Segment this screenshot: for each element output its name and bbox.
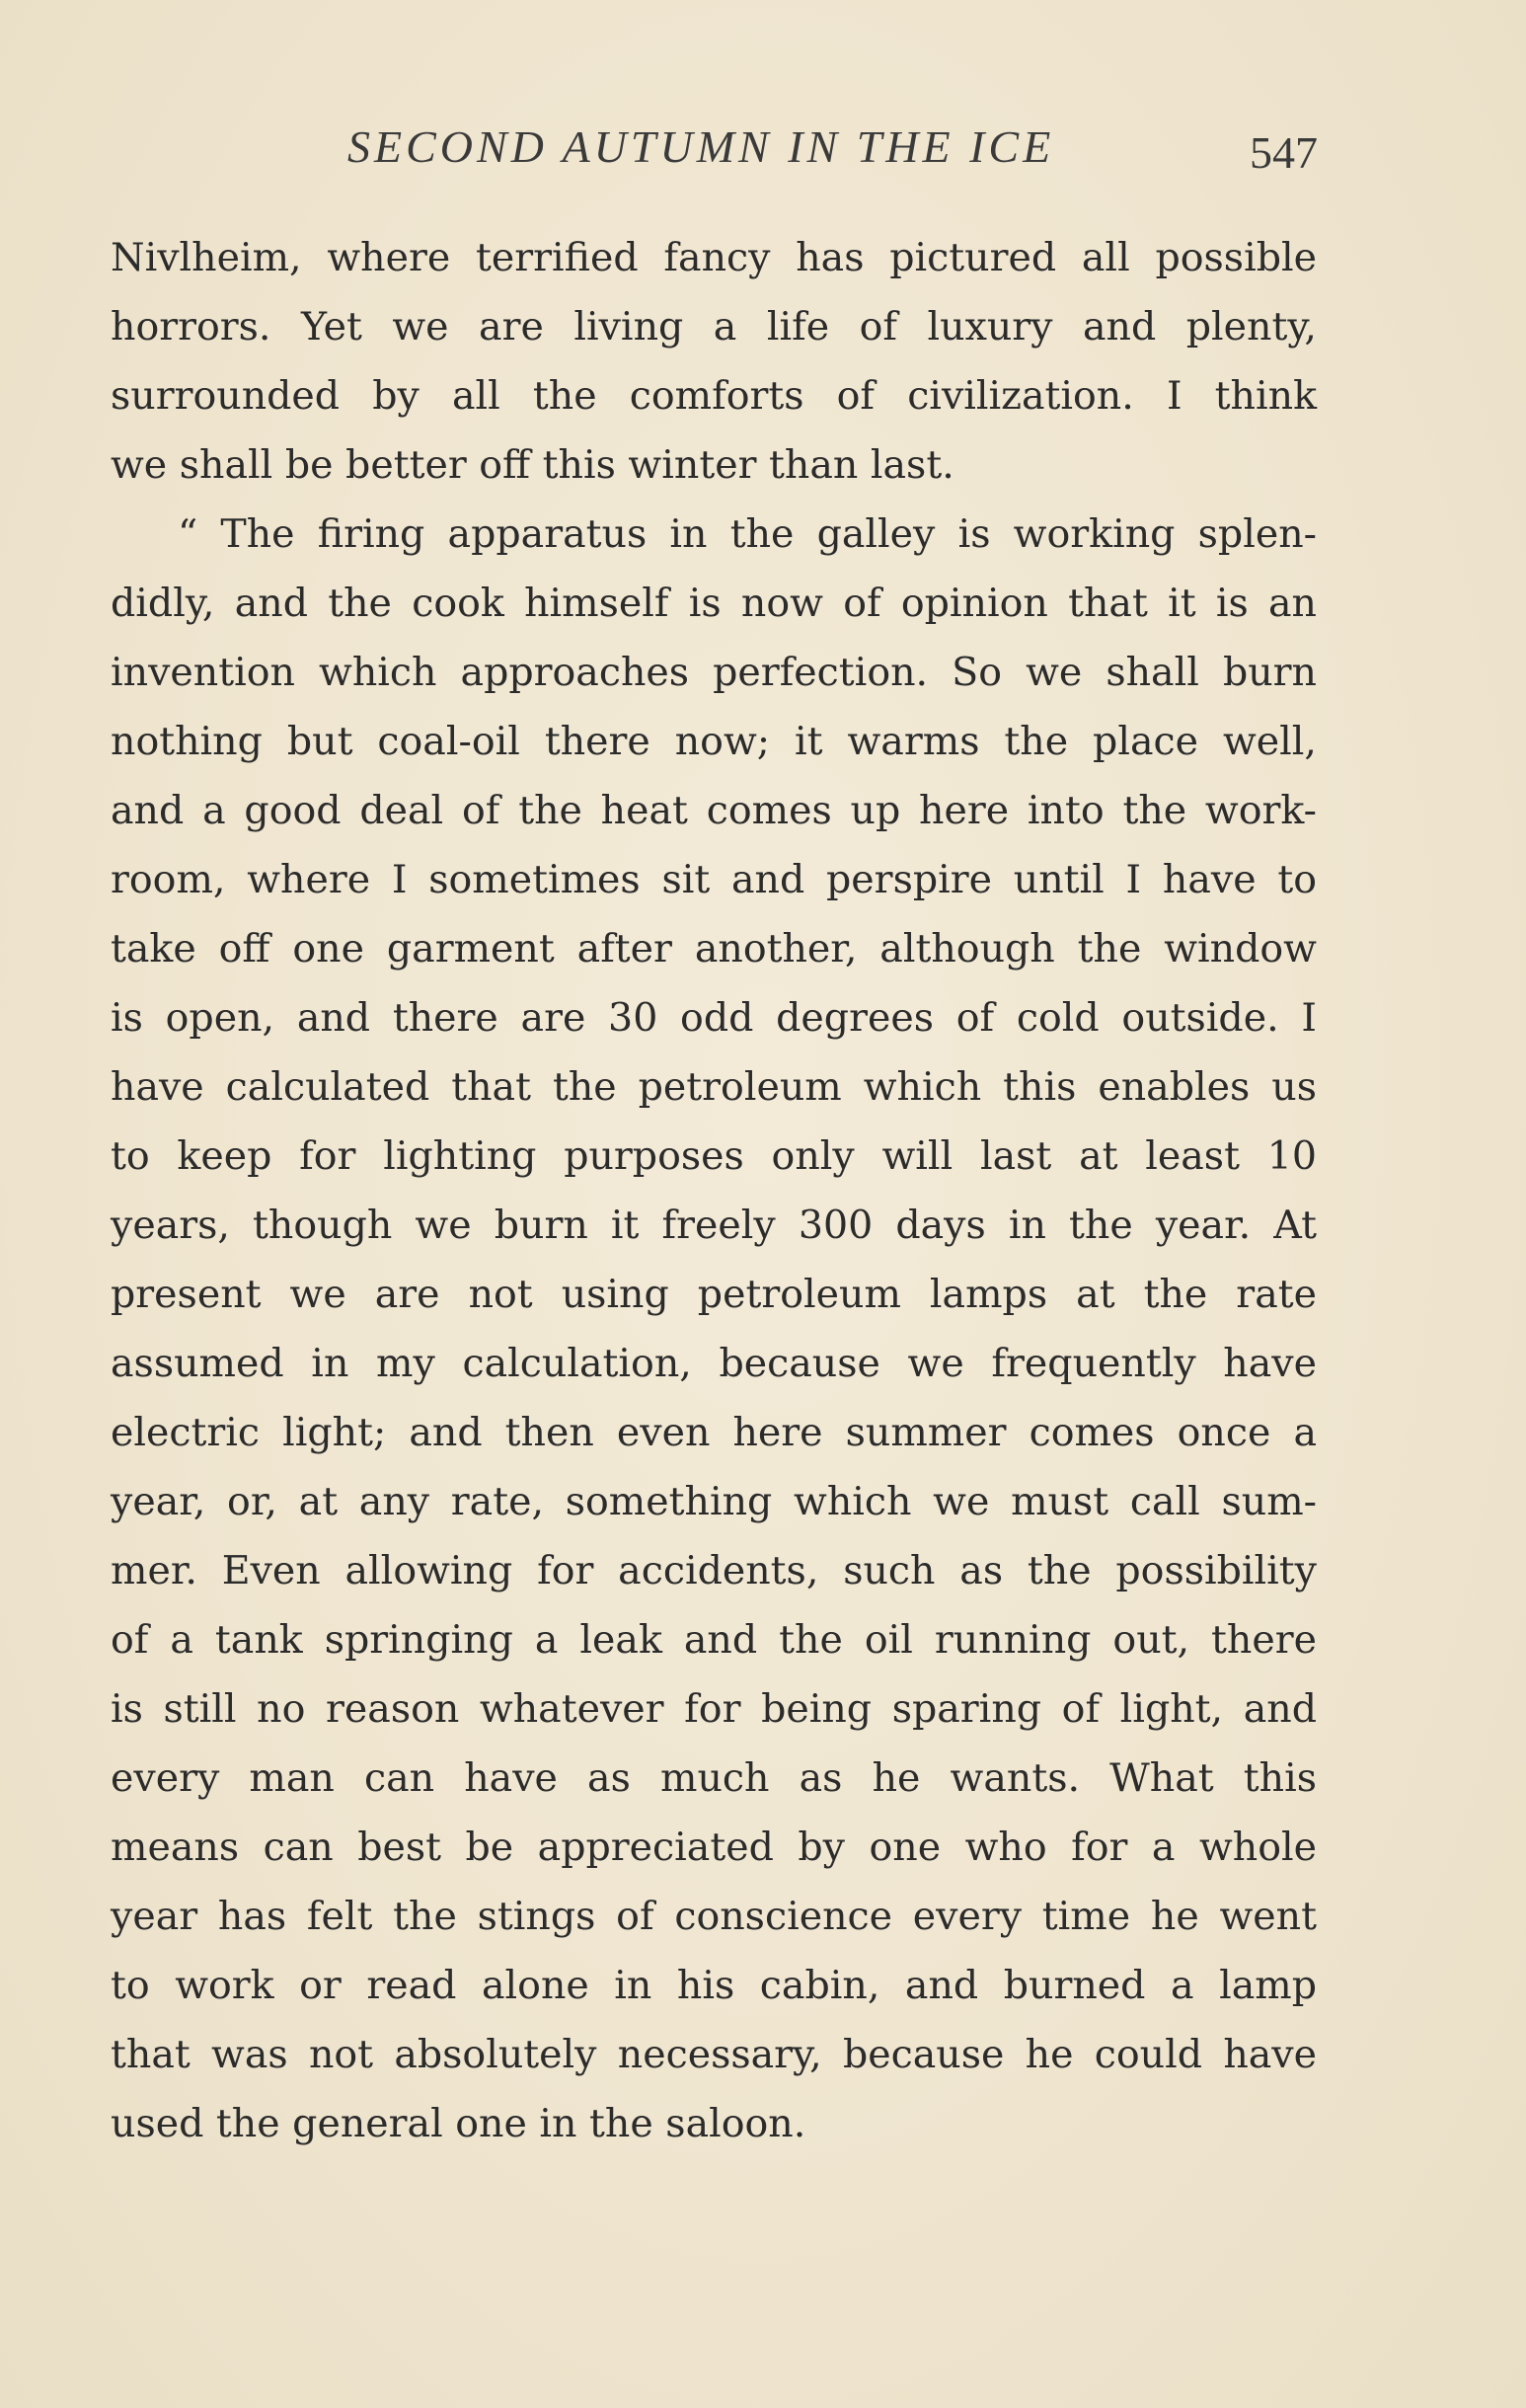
- body-text: [111, 223, 1317, 2158]
- text-line: present we are not using petroleum lamps at the rate: [111, 1272, 1317, 1317]
- page-number: 547: [1250, 127, 1318, 178]
- text-line: mer. Even allowing for accidents, such as the possibility: [111, 1548, 1317, 1593]
- text-line: take off one garment after another, although the window: [111, 926, 1317, 971]
- text-line: “ The firing apparatus in the galley is working splen-: [178, 511, 1317, 557]
- text-line: room, where I sometimes sit and perspire until I have to: [111, 857, 1317, 902]
- text-line: nothing but coal-oil there now; it warms the place well,: [111, 719, 1317, 764]
- text-line: electric light; and then even here summer comes once a: [111, 1410, 1317, 1455]
- text-line: to work or read alone in his cabin, and burned a lamp: [111, 1963, 1317, 2008]
- text-line: year, or, at any rate, something which we must call sum-: [111, 1479, 1317, 1524]
- running-title: SECOND AUTUMN IN THE ICE: [347, 121, 1055, 172]
- text-line: and a good deal of the heat comes up here into the work-: [111, 788, 1317, 833]
- text-line: years, though we burn it freely 300 days in the year. At: [111, 1203, 1317, 1248]
- text-line: to keep for lighting purposes only will last at least 10: [111, 1133, 1317, 1179]
- text-line: invention which approaches perfection. So we shall burn: [111, 650, 1317, 695]
- text-line: used the general one in the saloon.: [111, 2101, 806, 2146]
- text-line: is open, and there are 30 odd degrees of cold outside. I: [111, 995, 1317, 1041]
- text-line: didly, and the cook himself is now of opinion that it is an: [111, 581, 1317, 626]
- text-line: assumed in my calculation, because we frequently have: [111, 1341, 1317, 1386]
- text-line: surrounded by all the comforts of civilization. I think: [111, 373, 1317, 419]
- text-line: is still no reason whatever for being sparing of light, and: [111, 1686, 1317, 1732]
- text-line: that was not absolutely necessary, because he could have: [111, 2032, 1317, 2077]
- running-head: [0, 120, 1526, 190]
- text-line: every man can have as much as he wants. What this: [111, 1755, 1317, 1801]
- text-line: means can best be appreciated by one who for a whole: [111, 1825, 1317, 1870]
- text-line: of a tank springing a leak and the oil running out, there: [111, 1617, 1317, 1663]
- text-line: Nivlheim, where terrified fancy has pictured all possible: [111, 235, 1317, 280]
- text-line: we shall be better off this winter than last.: [111, 442, 954, 488]
- text-line: have calculated that the petroleum which this enables us: [111, 1064, 1317, 1110]
- text-line: horrors. Yet we are living a life of luxury and plenty,: [111, 304, 1317, 350]
- text-line: year has felt the stings of conscience every time he went: [111, 1894, 1317, 1939]
